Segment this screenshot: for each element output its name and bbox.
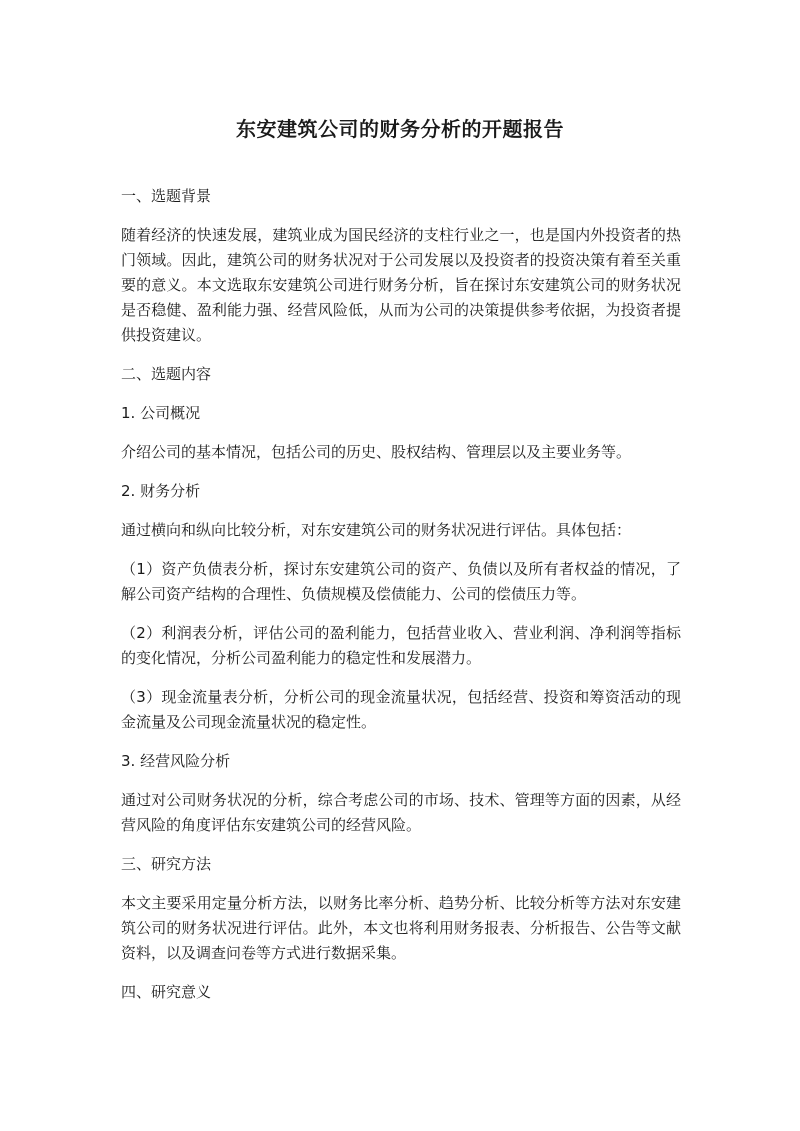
document-title: 东安建筑公司的财务分析的开题报告 bbox=[236, 117, 564, 141]
paragraph-company-overview: 介绍公司的基本情况，包括公司的历史、股权结构、管理层以及主要业务等。 bbox=[121, 443, 632, 461]
subheading-risk-analysis: 3. 经营风险分析 bbox=[121, 752, 231, 770]
document-body bbox=[121, 184, 681, 1019]
paragraph-balance-sheet-analysis: （1）资产负债表分析，探讨东安建筑公司的资产、负债以及所有者权益的情况，了解公司资产结构的合理性、负债规模及偿债能力、公司的偿债压力等。 bbox=[121, 560, 681, 603]
paragraph-method: 本文主要采用定量分析方法，以财务比率分析、趋势分析、比较分析等方法对东安建筑公司的财务状况进行评估。此外，本文也将利用财务报表、分析报告、公告等文献资料，以及调查问卷等方式进行数据采集。 bbox=[121, 894, 681, 962]
paragraph-background: 随着经济的快速发展，建筑业成为国民经济的支柱行业之一，也是国内外投资者的热门领域。因此，建筑公司的财务状况对于公司发展以及投资者的投资决策有着至关重要的意义。本文选取东安建筑公司进行财务分析，旨在探讨东安建筑公司的财务状况是否稳健、盈利能力强、经营风险低，从而为公司的决策提供参考依据，为投资者提供投资建议。 bbox=[121, 226, 681, 344]
paragraph-cash-flow-analysis: （3）现金流量表分析，分析公司的现金流量状况，包括经营、投资和筹资活动的现金流量及公司现金流量状况的稳定性。 bbox=[121, 688, 681, 731]
section-heading-content: 二、选题内容 bbox=[121, 365, 212, 383]
paragraph-financial-intro: 通过横向和纵向比较分析，对东安建筑公司的财务状况进行评估。具体包括： bbox=[121, 521, 632, 539]
paragraph-risk-analysis: 通过对公司财务状况的分析，综合考虑公司的市场、技术、管理等方面的因素，从经营风险的角度评估东安建筑公司的经营风险。 bbox=[121, 791, 681, 834]
subheading-company-overview: 1. 公司概况 bbox=[121, 404, 201, 422]
section-heading-significance: 四、研究意义 bbox=[121, 983, 212, 1001]
section-heading-method: 三、研究方法 bbox=[121, 855, 212, 873]
section-heading-background: 一、选题背景 bbox=[121, 187, 212, 205]
paragraph-income-statement-analysis: （2）利润表分析，评估公司的盈利能力，包括营业收入、营业利润、净利润等指标的变化情况，分析公司盈利能力的稳定性和发展潜力。 bbox=[121, 624, 681, 667]
subheading-financial-analysis: 2. 财务分析 bbox=[121, 482, 201, 500]
